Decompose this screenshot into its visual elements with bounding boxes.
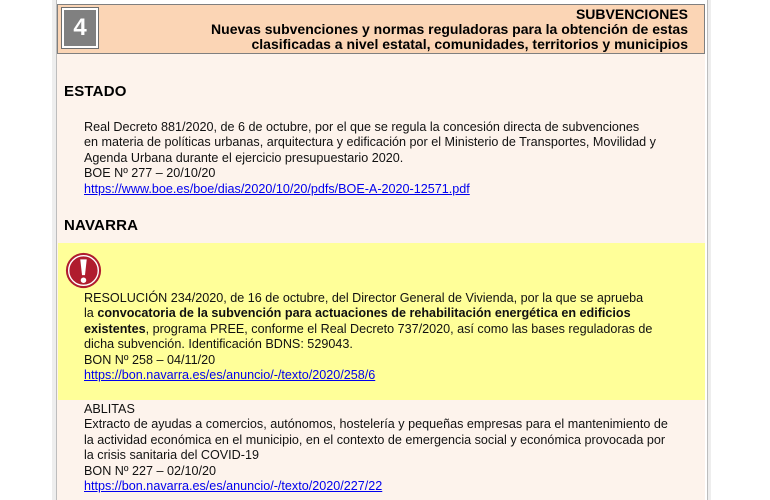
ablitas-entry-reference: BON Nº 227 – 02/10/20 (84, 463, 217, 478)
estado-entry-link[interactable]: https://www.boe.es/boe/dias/2020/10/20/pdfs/BOE-A-2020-12571.pdf (84, 181, 470, 196)
ablitas-place: ABLITAS (84, 402, 135, 416)
highlight-entry-line1: RESOLUCIÓN 234/2020, de 16 de octubre, del Director General de Vivienda, por la que se aprueba (84, 291, 644, 305)
highlight-entry-reference: BON Nº 258 – 04/11/20 (84, 352, 216, 367)
section-header-title (211, 7, 688, 52)
highlight-entry-line2 (84, 306, 684, 321)
highlight-entry-link[interactable]: https://bon.navarra.es/es/anuncio/-/texto/2020/258/6 (84, 368, 376, 383)
ablitas-entry-line2: la actividad económica en el municipio, en el contexto de emergencia social y económica provocada por (84, 432, 666, 447)
highlight-entry-line3 (84, 322, 684, 337)
highlight-entry-line2-prefix: la (84, 306, 98, 321)
estado-heading: ESTADO (64, 83, 127, 100)
ablitas-entry-line3: la crisis sanitaria del COVID-19 (84, 448, 259, 463)
section-subtitle-line1: Nuevas subvenciones y normas reguladoras para la obtención de estas (211, 21, 688, 37)
estado-entry (84, 120, 684, 197)
estado-entry-line3: Agenda Urbana durante el ejercicio presupuestario 2020. (84, 150, 404, 165)
navarra-highlight-entry (84, 291, 684, 383)
exclamation-icon (65, 252, 102, 289)
estado-entry-reference: BOE Nº 277 – 20/10/20 (84, 166, 216, 181)
estado-entry-line2: en materia de políticas urbanas, arquitectura y edificación por el Ministerio de Transportes, Movilidad y (84, 135, 656, 150)
highlight-entry-line2-bold: convocatoria de la subvención para actuaciones de rehabilitación energética en edificios (97, 306, 631, 321)
navarra-heading: NAVARRA (64, 217, 139, 234)
section-number-badge: 4 (62, 8, 98, 48)
ablitas-entry-line1: Extracto de ayudas a comercios, autónomos, hostelería y pequeñas empresas para el mantenimiento de (84, 417, 668, 432)
section-header (57, 4, 705, 54)
section-subtitle-line2: clasificadas a nivel estatal, comunidades, territorios y municipios (251, 36, 688, 52)
estado-entry-line1: Real Decreto 881/2020, de 6 de octubre, por el que se regula la concesión directa de subvenciones (84, 120, 640, 134)
section-title: SUBVENCIONES (575, 6, 688, 22)
ablitas-entry-link[interactable]: https://bon.navarra.es/es/anuncio/-/texto/2020/227/22 (84, 479, 383, 494)
highlight-entry-line3-bold: existentes (84, 321, 146, 336)
highlight-entry-line3-rest: , programa PREE, conforme el Real Decreto 737/2020, así como las bases reguladoras de (145, 321, 653, 336)
ablitas-entry (84, 402, 684, 494)
highlight-entry-line4: dicha subvención. Identificación BDNS: 529043. (84, 337, 353, 352)
